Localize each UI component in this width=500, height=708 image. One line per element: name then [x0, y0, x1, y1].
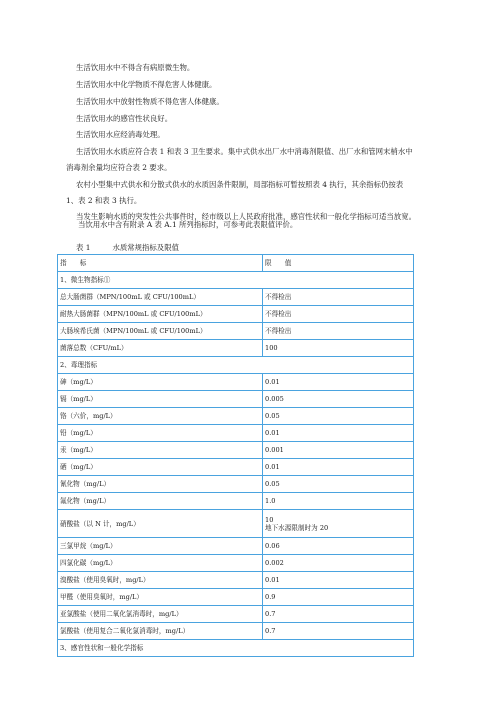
indicator-name: 氯酸盐（使用复合二氧化氯消毒时，mg/L） [58, 623, 263, 640]
paragraph: 1、表 2 和表 3 执行。 [66, 196, 142, 205]
table-section-row [58, 357, 414, 374]
limit-value: 0.01 [263, 425, 414, 442]
table-caption-number: 表 1 [76, 243, 91, 252]
table-row [58, 572, 414, 589]
indicator-name: 耐热大肠菌群（MPN/100mL 或 CFU/100mL） [58, 306, 263, 323]
paragraph: 生活饮用水中放射性物质不得危害人体健康。 [76, 97, 224, 106]
paragraph: 生活饮用水中不得含有病原微生物。 [76, 63, 195, 72]
limit-value: 100 [263, 340, 414, 357]
limit-value: 0.7 [263, 606, 414, 623]
table-row [58, 476, 414, 493]
limit-value: 不得检出 [263, 289, 414, 306]
table-row [58, 555, 414, 572]
paragraph: 生活饮用水的感官性状良好。 [76, 114, 173, 123]
indicator-name: 硝酸盐（以 N 计，mg/L） [58, 510, 263, 538]
limit-value: 1.0 [263, 493, 414, 510]
paragraph: 生活饮用水应经消毒处理。 [76, 130, 165, 139]
header-limit: 限 值 [263, 255, 414, 272]
table-row [58, 442, 414, 459]
paragraph: 农村小型集中式供水和分散式供水的水质因条件限制，局部指标可暂按照表 4 执行，其余指标仍按表 [76, 180, 404, 189]
table-section-row [58, 640, 414, 657]
indicator-name: 亚氯酸盐（使用二氧化氯消毒时，mg/L） [58, 606, 263, 623]
section-title: 2、毒理指标 [58, 357, 414, 374]
table-row [58, 510, 414, 538]
table-row [58, 340, 414, 357]
indicator-name: 三氯甲烷（mg/L） [58, 538, 263, 555]
table-row [58, 408, 414, 425]
indicator-name: 菌落总数（CFU/mL） [58, 340, 263, 357]
table-row [58, 306, 414, 323]
table-row [58, 391, 414, 408]
indicator-name: 硒（mg/L） [58, 459, 263, 476]
indicator-name: 氟化物（mg/L） [58, 493, 263, 510]
paragraph: 生活饮用水水质应符合表 1 和表 3 卫生要求。集中式供水出厂水中消毒剂限值、出厂水和管网末梢水中 [76, 147, 413, 156]
paragraph: 生活饮用水中化学物质不得危害人体健康。 [76, 80, 217, 89]
header-indicator: 指 标 [58, 255, 263, 272]
table-row [58, 459, 414, 476]
limit-value-primary: 10 [265, 515, 274, 524]
limit-value: 0.05 [263, 408, 414, 425]
limit-value: 0.06 [263, 538, 414, 555]
section-title: 1、微生物指标① [58, 272, 414, 289]
limit-value: 0.9 [263, 589, 414, 606]
table-row [58, 374, 414, 391]
indicator-name: 总大肠菌群（MPN/100mL 或 CFU/100mL） [58, 289, 263, 306]
paragraph: 当发生影响水质的突发性公共事件时，经市级以上人民政府批准，感官性状和一般化学指标可适当放宽。 [76, 212, 416, 221]
table-row [58, 538, 414, 555]
limit-value [263, 510, 414, 538]
limit-value: 0.01 [263, 459, 414, 476]
table-row [58, 493, 414, 510]
indicator-name: 铬（六价，mg/L） [58, 408, 263, 425]
table-section-row [58, 272, 414, 289]
limit-value: 0.001 [263, 442, 414, 459]
limit-value: 0.002 [263, 555, 414, 572]
water-quality-table [57, 254, 414, 657]
table-header-row [58, 255, 414, 272]
table-row [58, 623, 414, 640]
limit-value-note: 地下水源限制时为 20 [265, 523, 329, 532]
table-row [58, 606, 414, 623]
indicator-name: 氰化物（mg/L） [58, 476, 263, 493]
table-row [58, 323, 414, 340]
indicator-name: 汞（mg/L） [58, 442, 263, 459]
indicator-name: 铅（mg/L） [58, 425, 263, 442]
limit-value: 不得检出 [263, 323, 414, 340]
limit-value: 0.7 [263, 623, 414, 640]
indicator-name: 镉（mg/L） [58, 391, 263, 408]
table-row [58, 425, 414, 442]
limit-value: 0.05 [263, 476, 414, 493]
indicator-name: 甲醛（使用臭氧时，mg/L） [58, 589, 263, 606]
limit-value: 不得检出 [263, 306, 414, 323]
paragraph: 消毒剂余量均应符合表 2 要求。 [66, 163, 172, 172]
paragraph: 当饮用水中含有附录 A 表 A.1 所列指标时，可参考此表限值评价。 [78, 220, 298, 229]
indicator-name: 溴酸盐（使用臭氧时，mg/L） [58, 572, 263, 589]
indicator-name: 大肠埃希氏菌（MPN/100mL 或 CFU/100mL） [58, 323, 263, 340]
indicator-name: 砷（mg/L） [58, 374, 263, 391]
limit-value: 0.005 [263, 391, 414, 408]
limit-value: 0.01 [263, 374, 414, 391]
table-row [58, 589, 414, 606]
section-title: 3、感官性状和一般化学指标 [58, 640, 414, 657]
table-caption-title: 水质常规指标及限值 [112, 243, 179, 252]
table-row [58, 289, 414, 306]
indicator-name: 四氯化碳（mg/L） [58, 555, 263, 572]
table-caption [76, 242, 179, 253]
limit-value: 0.01 [263, 572, 414, 589]
